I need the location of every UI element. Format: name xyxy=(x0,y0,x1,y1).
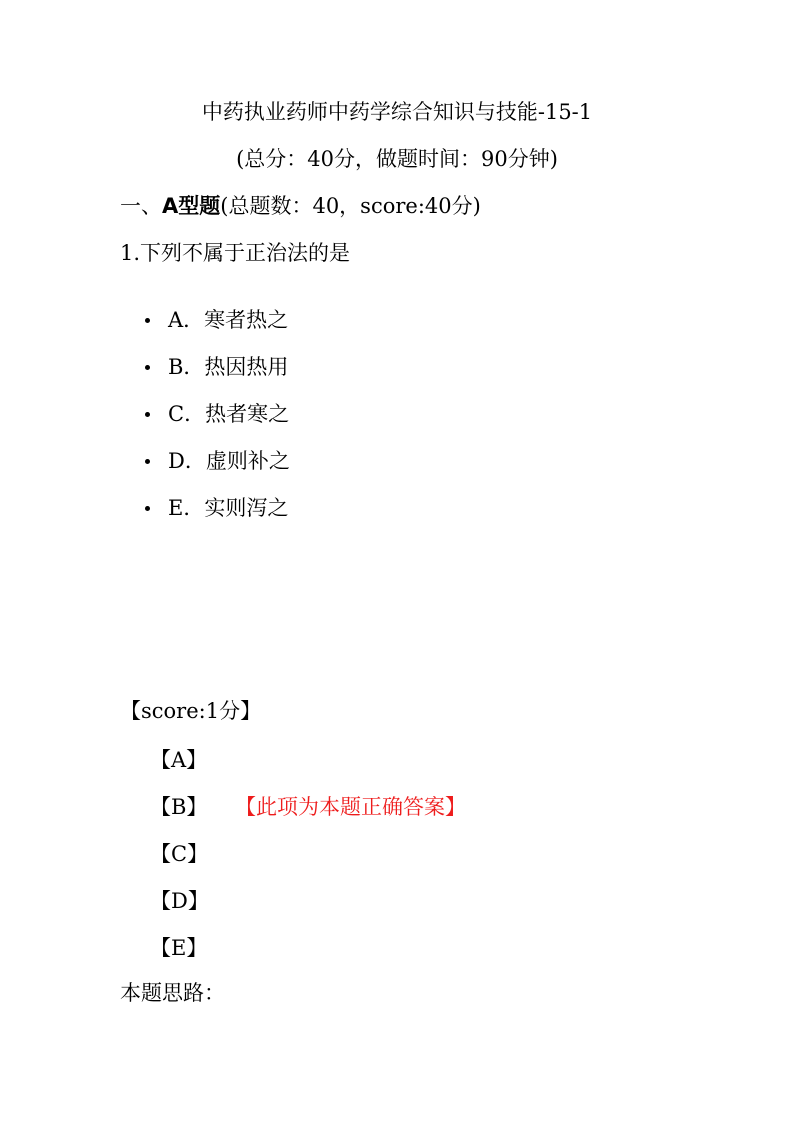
document-subtitle: (总分：40分，做题时间：90分钟) xyxy=(236,147,558,171)
answer-row xyxy=(150,889,209,936)
option-item xyxy=(145,307,290,354)
option-label: A．寒者热之 xyxy=(168,308,289,332)
option-label: C．热者寒之 xyxy=(168,402,290,426)
answer-label: 【A】 xyxy=(150,748,208,772)
bullet-icon xyxy=(145,506,150,511)
answer-label: 【E】 xyxy=(150,936,208,960)
bullet-icon xyxy=(145,318,150,323)
bullet-icon xyxy=(145,365,150,370)
answer-row xyxy=(150,936,209,983)
correct-answer-note: 【此项为本题正确答案】 xyxy=(235,795,466,819)
answer-label: 【D】 xyxy=(150,889,209,913)
answer-label: 【B】 xyxy=(150,795,208,819)
section-heading xyxy=(120,196,481,217)
option-list xyxy=(145,307,290,542)
answer-row xyxy=(150,842,209,889)
question-text: 1.下列不属于正治法的是 xyxy=(120,241,351,265)
option-label: B．热因热用 xyxy=(168,355,289,379)
document-title: 中药执业药师中药学综合知识与技能-15-1 xyxy=(201,100,593,124)
explanation-label: 本题思路： xyxy=(120,981,225,1005)
answer-row xyxy=(150,748,209,795)
option-item xyxy=(145,448,290,495)
option-item xyxy=(145,401,290,448)
option-label: D．虚则补之 xyxy=(168,449,290,473)
option-label: E．实则泻之 xyxy=(168,496,289,520)
option-item xyxy=(145,354,290,401)
answer-list xyxy=(150,748,466,983)
bullet-icon xyxy=(145,412,150,417)
section-prefix: 一、 xyxy=(120,194,162,218)
question-score: 【score:1分】 xyxy=(120,699,262,723)
answer-row xyxy=(150,795,466,842)
answer-label: 【C】 xyxy=(150,842,209,866)
bullet-icon xyxy=(145,459,150,464)
option-item xyxy=(145,495,290,542)
section-summary: (总题数：40，score:40分) xyxy=(220,194,481,218)
section-type-label: A型题 xyxy=(162,194,221,218)
